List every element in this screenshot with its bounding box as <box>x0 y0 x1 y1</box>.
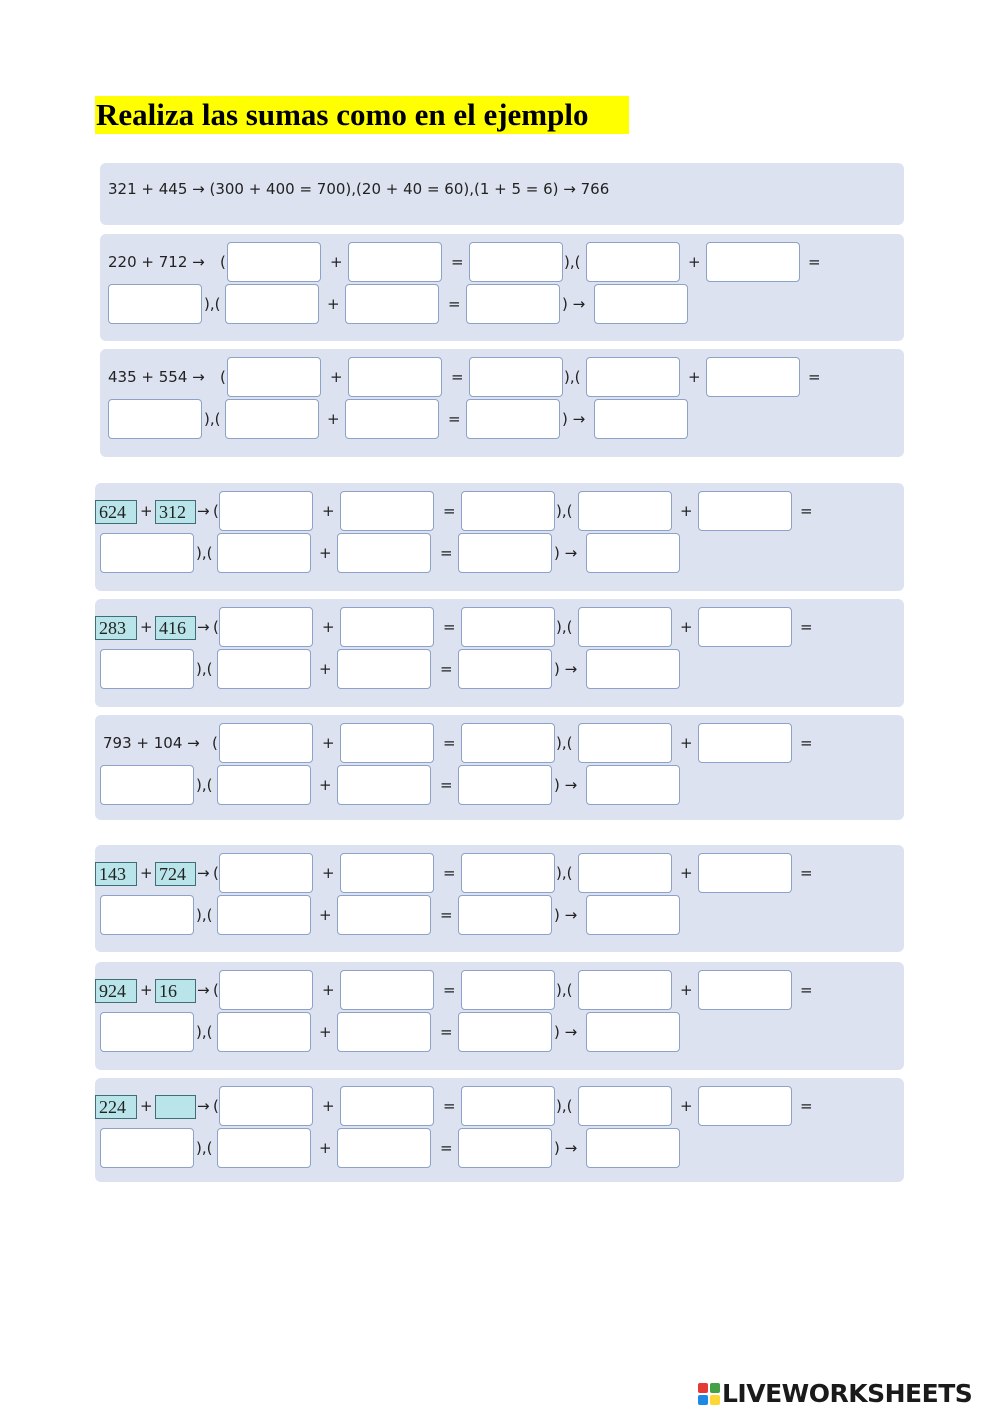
addend-b-field[interactable]: 724 <box>155 862 196 886</box>
plus-sign: + <box>330 253 343 271</box>
plus-sign: + <box>322 981 335 999</box>
answer-input[interactable] <box>345 284 439 324</box>
plus-sign: + <box>322 502 335 520</box>
answer-input[interactable] <box>340 853 434 893</box>
sep-sign: ),( <box>196 660 213 678</box>
plus-sign: + <box>688 253 701 271</box>
plus-sign: + <box>140 864 153 882</box>
answer-input[interactable] <box>586 765 680 805</box>
sep-sign: ),( <box>556 981 573 999</box>
answer-input[interactable] <box>337 765 431 805</box>
answer-input[interactable] <box>586 242 680 282</box>
answer-input[interactable] <box>698 970 792 1010</box>
arrow-close-sign: ) → <box>554 906 578 924</box>
sep-sign: ),( <box>556 502 573 520</box>
exercise-label: 435 + 554 → <box>108 368 205 386</box>
brand-name: LIVEWORKSHEETS <box>722 1379 973 1408</box>
plus-sign: + <box>330 368 343 386</box>
equals-sign: = <box>448 295 461 313</box>
addend-b-field[interactable]: 16 <box>155 979 196 1003</box>
equals-sign: = <box>440 660 453 678</box>
answer-input[interactable] <box>100 1128 194 1168</box>
answer-input[interactable] <box>461 853 555 893</box>
answer-input[interactable] <box>458 649 552 689</box>
arrow: → <box>197 1097 210 1115</box>
arrow-close-sign: ) → <box>554 1023 578 1041</box>
exercise-panel <box>95 962 904 1070</box>
answer-input[interactable] <box>100 895 194 935</box>
plus-sign: + <box>140 618 153 636</box>
answer-input[interactable] <box>469 357 563 397</box>
answer-input[interactable] <box>461 723 555 763</box>
arrow-close-sign: ) → <box>554 776 578 794</box>
exercise-panel <box>95 715 904 820</box>
answer-input[interactable] <box>458 533 552 573</box>
answer-input[interactable] <box>219 491 313 531</box>
equals-sign: = <box>800 981 813 999</box>
answer-input[interactable] <box>100 533 194 573</box>
answer-input[interactable] <box>578 970 672 1010</box>
answer-input[interactable] <box>340 491 434 531</box>
plus-sign: + <box>140 502 153 520</box>
answer-input[interactable] <box>698 607 792 647</box>
equals-sign: = <box>440 776 453 794</box>
answer-input[interactable] <box>340 607 434 647</box>
equals-sign: = <box>440 1139 453 1157</box>
open-paren: ( <box>220 253 226 271</box>
answer-input[interactable] <box>458 1012 552 1052</box>
exercise-label: 220 + 712 → <box>108 253 205 271</box>
sep-sign: ),( <box>196 906 213 924</box>
answer-input[interactable] <box>469 242 563 282</box>
equals-sign: = <box>443 734 456 752</box>
answer-input[interactable] <box>461 491 555 531</box>
plus-sign: + <box>327 410 340 428</box>
open-paren: ( <box>213 864 219 882</box>
answer-input[interactable] <box>217 1128 311 1168</box>
page-title: Realiza las sumas como en el ejemplo <box>95 96 629 134</box>
answer-input[interactable] <box>698 723 792 763</box>
answer-input[interactable] <box>578 491 672 531</box>
answer-input[interactable] <box>100 649 194 689</box>
exercise-panel <box>100 349 904 457</box>
exercise-panel <box>95 483 904 591</box>
open-paren: ( <box>213 981 219 999</box>
plus-sign: + <box>322 734 335 752</box>
answer-input[interactable] <box>340 970 434 1010</box>
plus-sign: + <box>319 906 332 924</box>
plus-sign: + <box>322 1097 335 1115</box>
sep-sign: ),( <box>204 295 221 313</box>
arrow-close-sign: ) → <box>562 295 586 313</box>
plus-sign: + <box>319 776 332 794</box>
plus-sign: + <box>319 544 332 562</box>
example-panel <box>100 163 904 225</box>
answer-input[interactable] <box>217 895 311 935</box>
exercise-panel <box>100 234 904 341</box>
equals-sign: = <box>440 906 453 924</box>
answer-input[interactable] <box>219 853 313 893</box>
answer-input[interactable] <box>586 533 680 573</box>
open-paren: ( <box>212 734 218 752</box>
equals-sign: = <box>440 544 453 562</box>
arrow: → <box>197 618 210 636</box>
answer-input[interactable] <box>586 649 680 689</box>
equals-sign: = <box>800 864 813 882</box>
exercise-panel <box>95 845 904 952</box>
answer-input[interactable] <box>578 853 672 893</box>
plus-sign: + <box>680 1097 693 1115</box>
answer-input[interactable] <box>340 723 434 763</box>
equals-sign: = <box>451 253 464 271</box>
arrow-close-sign: ) → <box>554 544 578 562</box>
answer-input[interactable] <box>458 895 552 935</box>
sep-sign: ),( <box>196 544 213 562</box>
answer-input[interactable] <box>466 284 560 324</box>
plus-sign: + <box>680 734 693 752</box>
answer-input[interactable] <box>217 533 311 573</box>
plus-sign: + <box>140 1097 153 1115</box>
answer-input[interactable] <box>594 399 688 439</box>
answer-input[interactable] <box>698 853 792 893</box>
sep-sign: ),( <box>196 1139 213 1157</box>
answer-input[interactable] <box>706 357 800 397</box>
answer-input[interactable] <box>227 357 321 397</box>
answer-input[interactable] <box>108 284 202 324</box>
answer-input[interactable] <box>219 1086 313 1126</box>
equals-sign: = <box>800 618 813 636</box>
answer-input[interactable] <box>586 357 680 397</box>
answer-input[interactable] <box>586 1128 680 1168</box>
answer-input[interactable] <box>217 1012 311 1052</box>
open-paren: ( <box>213 502 219 520</box>
answer-input[interactable] <box>340 1086 434 1126</box>
answer-input[interactable] <box>219 723 313 763</box>
plus-sign: + <box>140 981 153 999</box>
answer-input[interactable] <box>578 1086 672 1126</box>
answer-input[interactable] <box>345 399 439 439</box>
addend-b-field[interactable]: 312 <box>155 500 196 524</box>
liveworksheets-logo-icon <box>698 1383 720 1405</box>
equals-sign: = <box>800 1097 813 1115</box>
answer-input[interactable] <box>698 1086 792 1126</box>
addend-a-field[interactable]: 624 <box>95 500 137 524</box>
sep-sign: ),( <box>556 864 573 882</box>
answer-input[interactable] <box>217 765 311 805</box>
answer-input[interactable] <box>217 649 311 689</box>
answer-input[interactable] <box>348 357 442 397</box>
addend-a-field[interactable]: 283 <box>95 616 137 640</box>
plus-sign: + <box>680 981 693 999</box>
addend-a-field[interactable]: 224 <box>95 1095 137 1119</box>
answer-input[interactable] <box>100 1012 194 1052</box>
answer-input[interactable] <box>586 1012 680 1052</box>
arrow: → <box>197 502 210 520</box>
answer-input[interactable] <box>219 970 313 1010</box>
equals-sign: = <box>800 502 813 520</box>
equals-sign: = <box>800 734 813 752</box>
example-text: 321 + 445 → (300 + 400 = 700),(20 + 40 = 60),(1 + 5 = 6) → 766 <box>108 180 610 198</box>
equals-sign: = <box>443 618 456 636</box>
answer-input[interactable] <box>578 723 672 763</box>
plus-sign: + <box>680 502 693 520</box>
plus-sign: + <box>688 368 701 386</box>
equals-sign: = <box>443 981 456 999</box>
answer-input[interactable] <box>337 649 431 689</box>
plus-sign: + <box>680 618 693 636</box>
equals-sign: = <box>448 410 461 428</box>
addend-b-field[interactable]: 416 <box>155 616 196 640</box>
addend-a-field[interactable]: 143 <box>95 862 137 886</box>
open-paren: ( <box>213 618 219 636</box>
exercise-panel <box>95 599 904 707</box>
answer-input[interactable] <box>578 607 672 647</box>
answer-input[interactable] <box>698 491 792 531</box>
sep-sign: ),( <box>564 368 581 386</box>
equals-sign: = <box>443 864 456 882</box>
answer-input[interactable] <box>225 399 319 439</box>
answer-input[interactable] <box>586 895 680 935</box>
answer-input[interactable] <box>461 970 555 1010</box>
sep-sign: ),( <box>204 410 221 428</box>
exercise-panel <box>95 1078 904 1182</box>
answer-input[interactable] <box>227 242 321 282</box>
open-paren: ( <box>220 368 226 386</box>
sep-sign: ),( <box>196 776 213 794</box>
answer-input[interactable] <box>225 284 319 324</box>
equals-sign: = <box>808 253 821 271</box>
answer-input[interactable] <box>706 242 800 282</box>
equals-sign: = <box>443 1097 456 1115</box>
arrow-close-sign: ) → <box>562 410 586 428</box>
answer-input[interactable] <box>466 399 560 439</box>
answer-input[interactable] <box>337 1128 431 1168</box>
answer-input[interactable] <box>461 1086 555 1126</box>
sep-sign: ),( <box>556 734 573 752</box>
plus-sign: + <box>680 864 693 882</box>
answer-input[interactable] <box>461 607 555 647</box>
answer-input[interactable] <box>337 895 431 935</box>
answer-input[interactable] <box>219 607 313 647</box>
exercise-label: 793 + 104 → <box>103 734 200 752</box>
open-paren: ( <box>213 1097 219 1115</box>
plus-sign: + <box>327 295 340 313</box>
answer-input[interactable] <box>100 765 194 805</box>
plus-sign: + <box>322 864 335 882</box>
answer-input[interactable] <box>458 765 552 805</box>
addend-b-field[interactable] <box>155 1095 196 1119</box>
plus-sign: + <box>319 660 332 678</box>
answer-input[interactable] <box>337 1012 431 1052</box>
addend-a-field[interactable]: 924 <box>95 979 137 1003</box>
equals-sign: = <box>451 368 464 386</box>
sep-sign: ),( <box>564 253 581 271</box>
answer-input[interactable] <box>594 284 688 324</box>
arrow-close-sign: ) → <box>554 660 578 678</box>
plus-sign: + <box>319 1023 332 1041</box>
answer-input[interactable] <box>458 1128 552 1168</box>
equals-sign: = <box>440 1023 453 1041</box>
brand-logo <box>698 1380 994 1406</box>
arrow: → <box>197 981 210 999</box>
sep-sign: ),( <box>196 1023 213 1041</box>
arrow-close-sign: ) → <box>554 1139 578 1157</box>
answer-input[interactable] <box>348 242 442 282</box>
answer-input[interactable] <box>108 399 202 439</box>
sep-sign: ),( <box>556 618 573 636</box>
plus-sign: + <box>322 618 335 636</box>
plus-sign: + <box>319 1139 332 1157</box>
arrow: → <box>197 864 210 882</box>
equals-sign: = <box>443 502 456 520</box>
answer-input[interactable] <box>337 533 431 573</box>
equals-sign: = <box>808 368 821 386</box>
sep-sign: ),( <box>556 1097 573 1115</box>
